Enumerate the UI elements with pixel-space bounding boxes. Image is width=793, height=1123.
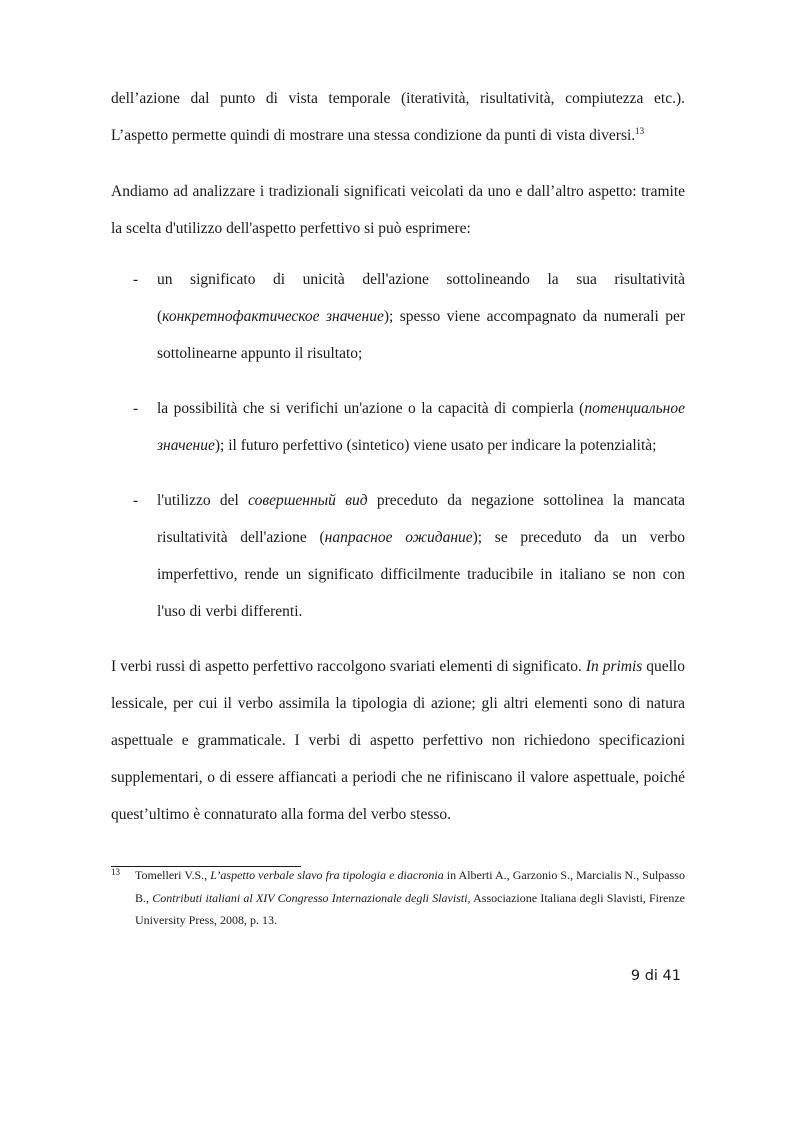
paragraph-3-text: quello lessicale, per cui il verbo assimila la tipologia di azione; gli altri elementi sono di natura aspettuale e grammaticale. I verbi di aspetto perfettivo non richiedono specificazioni supplementari, o di essere affiancati a periodi che ne rifiniscano il valore aspettuale, poiché quest’ultimo è connaturato alla forma del verbo stesso.: [111, 658, 685, 823]
page-number: 9 di 41: [630, 968, 681, 984]
footnote-number: 13: [111, 867, 120, 877]
footnote-text: [111, 864, 685, 932]
page-body: [111, 80, 685, 833]
list-item-text: ); il futuro perfettivo (sintetico) viene usato per indicare la potenzialità;: [214, 437, 657, 454]
footnote-title: L’aspetto verbale slavo fra tipologia e diacronia: [210, 868, 444, 882]
paragraph-1: [111, 80, 685, 154]
list-item: [111, 482, 685, 630]
list-item-text: la possibilità che si verifichi un'azione o la capacità di compierla (: [157, 400, 585, 417]
footnote-text-part: in Alberti A., Garzonio S., Marcialis N., Sulpasso B.,: [135, 868, 685, 905]
list-item-text: ); se preceduto da un verbo imperfettivo, rende un significato difficilmente traducibile in italiano se non con l'uso di verbi differenti.: [157, 529, 685, 620]
list-item-text: preceduto da negazione sottolinea la mancata risultatività dell'azione (: [157, 492, 685, 546]
list-item-text: l'utilizzo del: [157, 492, 249, 509]
paragraph-2: Andiamo ad analizzare i tradizionali significati veicolati da uno e dall’altro aspetto: tramite la scelta d'utilizzo dell'aspetto perfettivo si può esprimere:: [111, 183, 685, 237]
meanings-list: [111, 261, 685, 630]
list-item-russian-term: совершенный вид: [248, 492, 368, 509]
list-item-russian-term: конкретнофактическое значение: [162, 308, 384, 325]
paragraph-3-text: I verbi russi di aspetto perfettivo raccolgono svariati elementi di significato.: [111, 658, 586, 675]
list-item-russian-term: напрасное ожидание: [324, 529, 473, 546]
paragraph-1-text: dell’azione dal punto di vista temporale (iteratività, risultatività, compiutezza etc.). L’aspetto permette quindi di mostrare una stessa condizione da punti di vista diversi.: [111, 90, 685, 144]
footnote-text-part: Associazione Italiana degli Slavisti, Firenze University Press, 2008, p. 13.: [135, 890, 685, 927]
paragraph-3: [111, 648, 685, 833]
list-item-text: un significato di unicità dell'azione sottolineando la sua risultatività (: [157, 271, 685, 325]
footnote-text-part: Tomelleri V.S.,: [135, 868, 211, 882]
footnote-reference[interactable]: 13: [635, 125, 645, 136]
list-item: [111, 390, 685, 464]
list-item-russian-term: потенциальное значение: [157, 400, 685, 454]
list-item-text: ); spesso viene accompagnato da numerali per sottolinearne appunto il risultato;: [157, 308, 685, 362]
footnote-title: Contributi italiani al XIV Congresso Internazionale degli Slavisti,: [152, 890, 471, 905]
list-item: [111, 261, 685, 372]
list-dash: -: [133, 271, 139, 288]
paragraph-3-emphasis: In primis: [585, 658, 643, 675]
list-dash: -: [133, 492, 139, 509]
list-dash: -: [133, 400, 139, 417]
footnote: [111, 864, 685, 932]
